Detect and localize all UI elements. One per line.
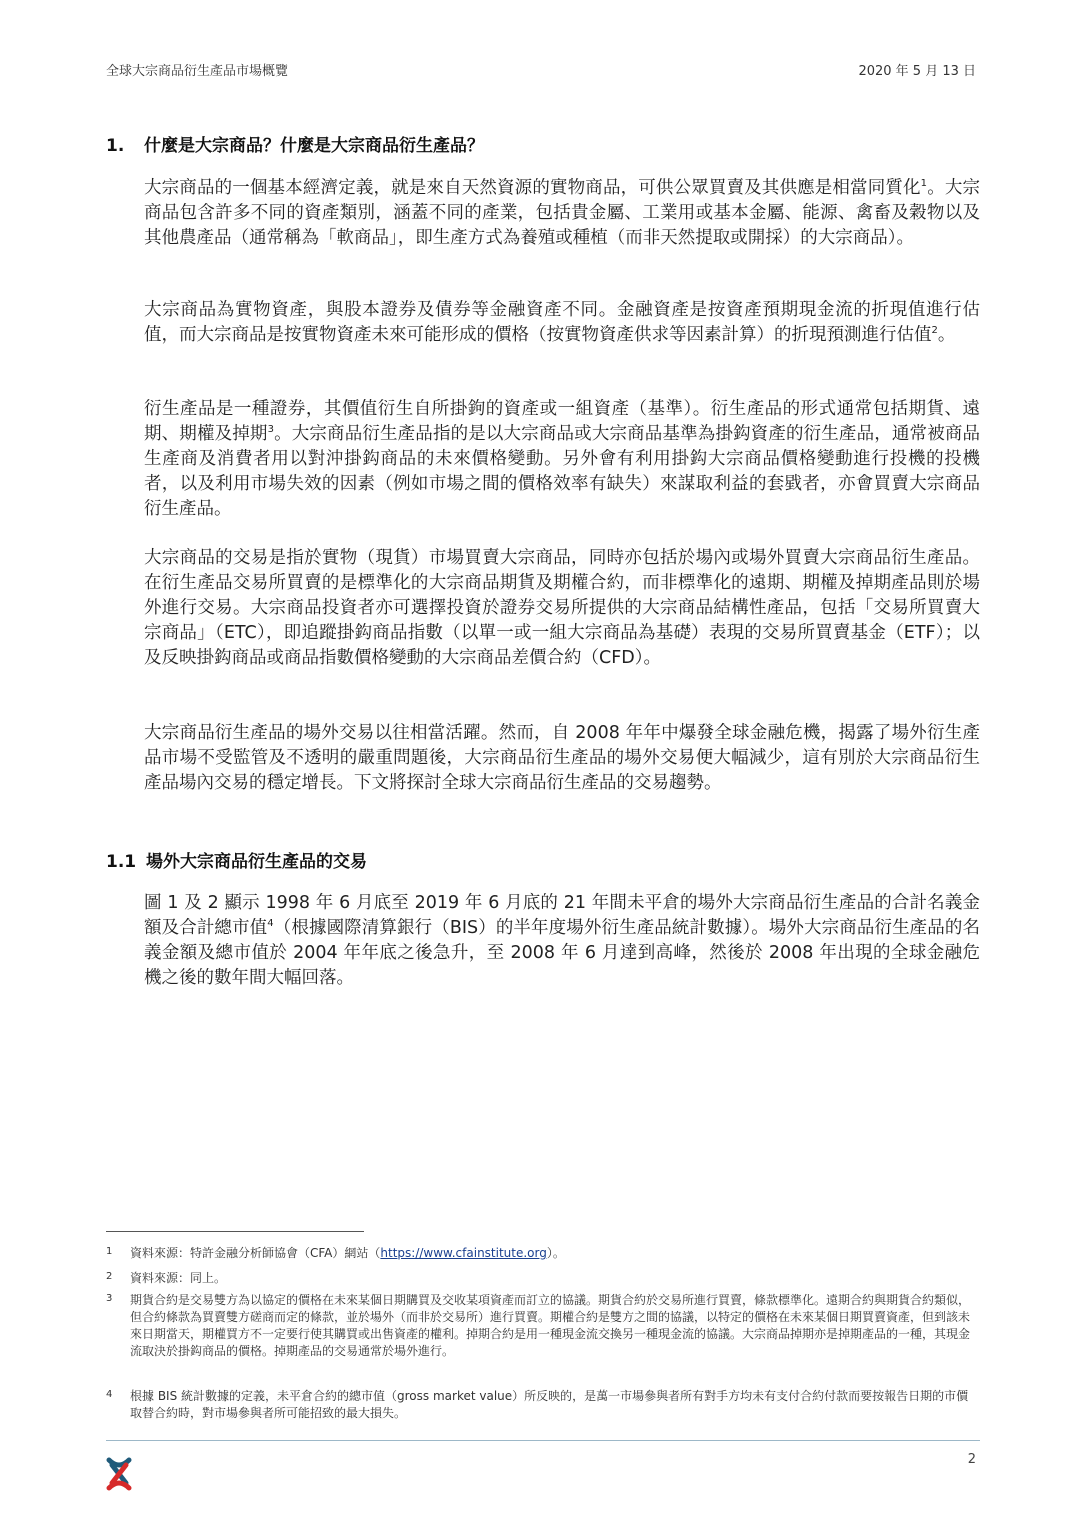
paragraph-commodity-definition	[144, 176, 980, 251]
paragraph-text: 大宗商品的一個基本經濟定義，就是來自天然資源的實物商品，可供公眾買賣及其供應是相當同質化	[144, 178, 921, 198]
footnote-number: 2	[106, 1271, 113, 1282]
hkex-logo-icon	[106, 1457, 132, 1491]
header-date: 2020 年 5 月 13 日	[858, 64, 976, 79]
footnote-text: 資料來源：同上。	[130, 1271, 227, 1285]
paragraph-text: 衍生產品是一種證券，其價值衍生自所掛鉤的資產或一組資產（基準）。衍生產品的形式通常包括期貨、遠期、期權及掉期	[144, 399, 980, 444]
footnote-number: 3	[106, 1293, 113, 1304]
paragraph-physical-assets	[144, 298, 980, 348]
footnote-text-part: 資料來源：特許金融分析師協會（CFA）網站（	[130, 1246, 381, 1260]
paragraph-text: 大宗商品為實物資產，與股本證券及債券等金融資產不同。金融資產是按資產預期現金流的折現值進行估值，而大宗商品是按實物資產未來可能形成的價格（按實物資產供求等因素計算）的折現預測進行估值	[144, 300, 980, 345]
section-1-1-heading	[106, 847, 367, 872]
footnote-ref-2[interactable]: 2	[931, 325, 938, 337]
footnote-number: 1	[106, 1246, 113, 1257]
footnote-ref-1[interactable]: 1	[920, 178, 928, 190]
paragraph-text: （根據國際清算銀行（BIS）的半年度場外衍生產品統計數據）。場外大宗商品衍生產品的名義金額及總市值於 2004 年年底之後急升，至 2008 年 6 月達到高峰，然後於 2008 年出現的全球金融危機之後的數年間大幅回落。	[144, 918, 980, 988]
paragraph-otc-decline: 大宗商品衍生產品的場外交易以往相當活躍。然而，自 2008 年年中爆發全球金融危機，揭露了場外衍生產品市場不受監管及不透明的嚴重問題後，大宗商品衍生產品的場外交易便大幅減少，這有別於大宗商品衍生產品場內交易的穩定增長。下文將探討全球大宗商品衍生產品的交易趨勢。	[144, 723, 980, 793]
footnote-4	[106, 1388, 980, 1422]
footer-rule	[106, 1440, 980, 1441]
section-1-heading	[106, 131, 986, 156]
paragraph-commodity-trading: 大宗商品的交易是指於實物（現貨）市場買賣大宗商品，同時亦包括於場內或場外買賣大宗商品衍生產品。在衍生產品交易所買賣的是標準化的大宗商品期貨及期權合約，而非標準化的遠期、期權及掉期產品則於場外進行交易。大宗商品投資者亦可選擇投資於證券交易所提供的大宗商品結構性產品，包括「交易所買賣大宗商品」（ETC），即追蹤掛鈎商品指數（以單一或一組大宗商品為基礎）表現的交易所買賣基金（ETF）；以及反映掛鈎商品或商品指數價格變動的大宗商品差價合約（CFD）。	[144, 548, 980, 668]
paragraph-text: 。大宗商品包含許多不同的資產類別，涵蓋不同的產業，包括貴金屬、工業用或基本金屬、能源、禽畜及穀物以及其他農產品（通常稱為「軟商品」，即生產方式為養殖或種植（而非天然提取或開採）的大宗商品）。	[144, 178, 981, 248]
paragraph-derivatives-definition	[144, 397, 980, 522]
footnote-text: 根據 BIS 統計數據的定義，未平倉合約的總市值（gross market value）所反映的，是萬一市場參與者所有對手方均未有支付合約付款而要按報告日期的市價取替合約時，對市場參與者所可能招致的最大損失。	[130, 1389, 969, 1420]
footnote-number: 4	[106, 1389, 113, 1400]
paragraph-text: 圖 1 及 2 顯示 1998 年 6 月底至 2019 年 6 月底的 21 年間未平倉的場外大宗商品衍生產品的合計名義金額及合計總市值	[144, 893, 980, 938]
page-number: 2	[967, 1452, 976, 1467]
footnote-text	[130, 1245, 980, 1262]
paragraph-figures-overview	[144, 891, 980, 991]
footnote-text: 期貨合約是交易雙方為以協定的價格在未來某個日期購買及交收某項資產而訂立的協議。期貨合約於交易所進行買賣，條款標準化。遠期合約與期貨合約類似，但合約條款為買賣雙方磋商而定的條款，並於場外（而非於交易所）進行買賣。期權合約是雙方之間的協議，以特定的價格在未來某個日期買賣資產，但到該未來日期當天，期權買方不一定要行使其購買或出售資產的權利。掉期合約是用一種現金流交換另一種現金流的協議。大宗商品掉期亦是掉期產品的一種，其現金流取決於掛鈎商品的價格。掉期產品的交易通常於場外進行。	[130, 1293, 971, 1358]
footnote-2	[106, 1270, 980, 1287]
footnote-ref-3[interactable]: 3	[267, 424, 274, 436]
footnote-separator	[106, 1231, 364, 1232]
section-1-1-number: 1.1	[106, 852, 137, 872]
header-document-title: 全球大宗商品衍生產品市場概覽	[106, 64, 289, 79]
cfa-website-link[interactable]: https://www.cfainstitute.org	[380, 1246, 547, 1260]
footnote-ref-4[interactable]: 4	[267, 918, 274, 930]
section-1-1-title: 場外大宗商品衍生產品的交易	[146, 852, 367, 872]
footnote-1	[106, 1245, 980, 1262]
footnote-3	[106, 1292, 980, 1360]
paragraph-text: 。大宗商品衍生產品指的是以大宗商品或大宗商品基準為掛鈎資產的衍生產品，通常被商品生產商及消費者用以對沖掛鈎商品的未來價格變動。另外會有利用掛鈎大宗商品價格變動進行投機的投機者，以及利用市場失效的因素（例如市場之間的價格效率有缺失）來謀取利益的套戥者，亦會買賣大宗商品衍生產品。	[144, 424, 980, 519]
paragraph-text: 。	[937, 325, 956, 345]
section-1-number: 1.	[106, 136, 125, 156]
footnote-text-part: ）。	[546, 1246, 565, 1260]
section-1-title: 什麼是大宗商品？什麼是大宗商品衍生產品？	[144, 136, 484, 156]
